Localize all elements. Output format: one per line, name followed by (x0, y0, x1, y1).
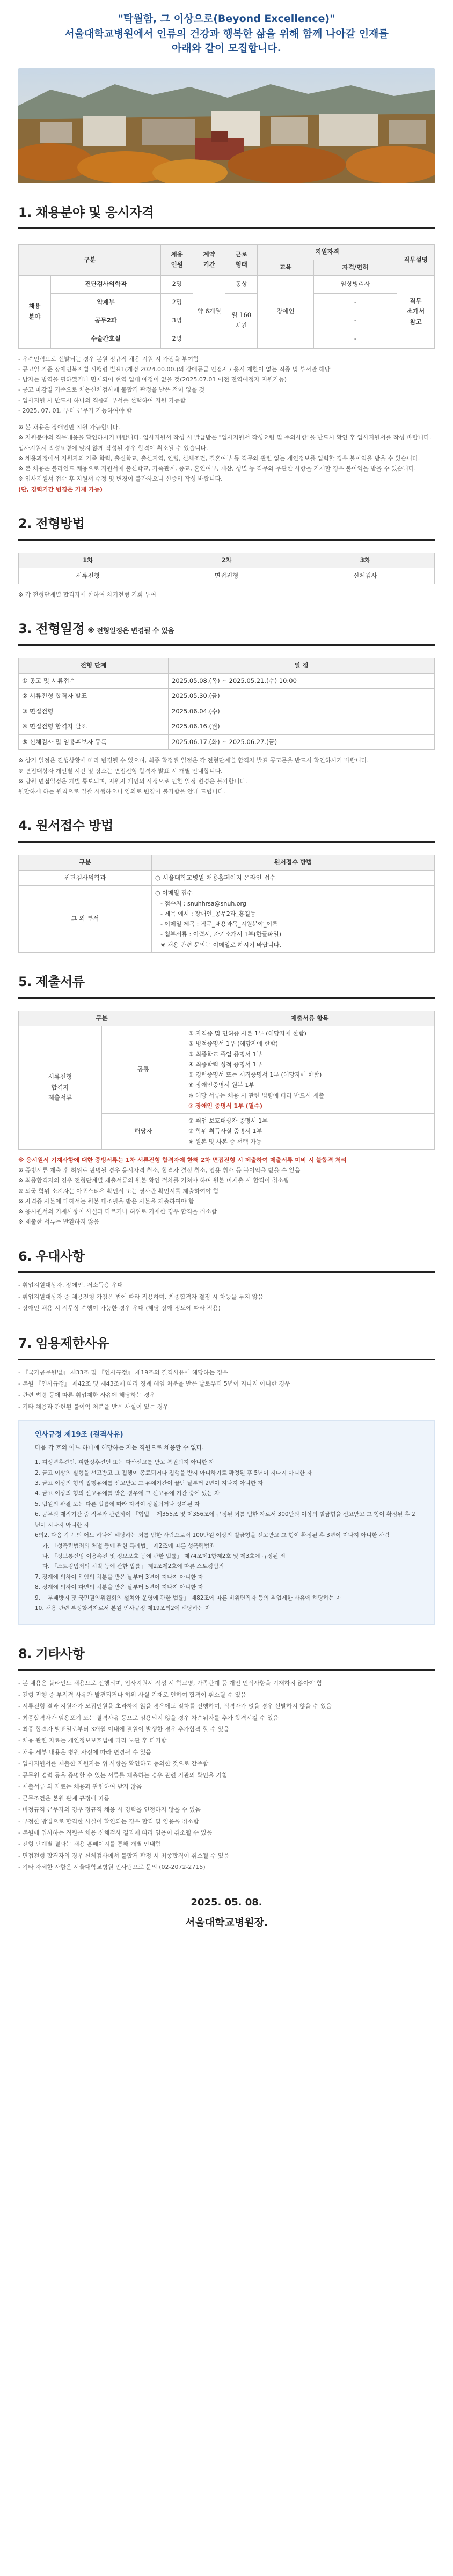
docs-mid-extra: 해당자 (102, 1114, 185, 1150)
rule-item: 나. 「정보통신망 이용촉진 및 정보보호 등에 관한 법률」 제74조제1항제2호 및 제3호에 규정된 죄 (42, 1552, 286, 1559)
section-5-title: 5. 제출서류 (18, 974, 85, 989)
note-line: ※ 상기 일정은 진행상황에 따라 변경될 수 있으며, 최종 확정된 일정은 각 전형단계별 합격자 발표 공고문을 반드시 확인하시기 바랍니다. (18, 757, 369, 764)
hours-value-a: 통상 (225, 275, 258, 293)
docs-table (18, 1011, 435, 1150)
doc-item: ① 취업 보호대상자 증명서 1부 (188, 1117, 268, 1125)
apply-line: - 이메일 제목 : 직무_채용과목_지원분야_이름 (160, 921, 278, 928)
apply-header-gubun: 구분 (19, 855, 152, 871)
section-divider (18, 1669, 435, 1671)
apply-line: ※ 채용 관련 문의는 이메일로 하시기 바랍니다. (160, 941, 281, 948)
schedule-step: ③ 면접전형 (19, 704, 169, 719)
note-line: (단, 경력기간 변경은 기재 가능) (18, 485, 103, 493)
docs-header-gubun: 구분 (19, 1011, 185, 1026)
hero (18, 0, 435, 56)
doc-item: ⑥ 장애인증명서 원본 1부 (188, 1081, 254, 1089)
docs-header-items: 제출서류 항목 (185, 1011, 435, 1026)
note-line: ※ 증빙서류 제출 후 허위로 판명될 경우 응시자격 취소, 합격자 결정 취소, 임용 취소 등 불이익을 받을 수 있음 (18, 1167, 301, 1174)
license-value: - (313, 312, 397, 330)
docs-left: 서류전형 합격자 제출서류 (19, 1026, 102, 1150)
note-line: ※ 자격증 사본에 대해서는 원본 대조필을 받은 사본을 제출하여야 함 (18, 1197, 194, 1205)
docs-common-list (185, 1026, 435, 1114)
note-line: ※ 본 채용은 블라인드 채용으로 지원서에 출신학교, 가족관계, 종교, 혼인여부, 재산, 성별 등 직무와 무관한 사항을 기재할 경우 불이익을 받을 수 있습니다. (18, 465, 417, 473)
apply-method: ○ 서울대학교병원 채용홈페이지 온라인 접수 (152, 870, 435, 886)
etc-item: - 채용 세부 내용은 병원 사정에 따라 변경될 수 있음 (18, 1748, 151, 1756)
section-7-list (18, 1367, 435, 1413)
section-divider (18, 997, 435, 999)
hero-line-3: 아래와 같이 모집합니다. (172, 42, 281, 55)
apply-dept: 진단검사의학과 (19, 870, 152, 886)
note-line: ※ 지원분야의 직무내용을 확인하시기 바랍니다. 입사지원서 작성 시 발급받은 "입사지원서 작성요령 및 주의사항"을 반드시 확인 후 입사지원서를 작성 바랍니다. 입사지원서 작성요령에 맞지 않게 작성된 경우 합격이 취소될 수 있습니다. (18, 434, 432, 452)
section-8-title: 8. 기타사항 (18, 1646, 85, 1662)
schedule-step: ④ 면접전형 합격자 발표 (19, 719, 169, 735)
note-line: ※ 입사지원서 접수 후 지원서 수정 및 변경이 불가하오니 신중히 작성 바랍니다. (18, 475, 223, 483)
schedule-table (18, 658, 435, 750)
th-hours: 근로 형태 (225, 245, 258, 275)
section-4-title: 4. 원서접수 방법 (18, 818, 113, 834)
step-name: 면접전형 (157, 568, 296, 584)
apply-method-list (152, 886, 435, 953)
row-count: 2명 (161, 275, 193, 293)
schedule-header-date: 일 정 (169, 658, 435, 674)
hero-line-1: "탁월함, 그 이상으로(Beyond Excellence)" (118, 13, 335, 25)
step-header: 1차 (19, 553, 157, 568)
note-line: ※ 채용과정에서 지원자의 가족 학력, 출신학교, 출신지역, 연령, 신체조건, 결혼여부 등 직무와 관련 없는 개인정보를 입력할 경우 불이익을 받을 수 있습니다. (18, 454, 420, 462)
rule-box-title: 인사규정 제19조 (결격사유) (35, 1431, 123, 1439)
etc-item: - 면접전형 합격자의 경우 신체검사에서 불합격 판정 시 최종합격이 취소될 수 있음 (18, 1852, 230, 1859)
section-7-title: 7. 임용제한사유 (18, 1335, 109, 1351)
edu-value: 장애인 (258, 275, 314, 348)
rule-item: 가. 「성폭력범죄의 처벌 등에 관한 특례법」 제2조에 따른 성폭력범죄 (42, 1542, 215, 1549)
row-name: 약제부 (51, 293, 161, 312)
etc-item: - 서류전형 결과 지원자가 모집인원을 초과하지 않을 경우에도 절차를 진행하며, 적격자가 없을 경우 선발하지 않을 수 있음 (18, 1703, 332, 1710)
etc-item: - 입사지원서를 제출한 지원자는 위 사항을 확인하고 동의한 것으로 간주함 (18, 1760, 209, 1768)
schedule-date: 2025.06.04.(수) (169, 704, 435, 719)
doc-item: ※ 원본 및 사본 중 선택 가능 (188, 1138, 262, 1145)
rule-box-intro: 다음 각 호의 어느 하나에 해당하는 자는 직원으로 채용할 수 없다. (35, 1444, 204, 1452)
process-table (18, 553, 435, 585)
note-line: ※ 각 전형단계별 합격자에 한하여 차기전형 기회 부여 (18, 591, 156, 599)
footer-date: 2025. 05. 08. (191, 1896, 262, 1908)
etc-item: - 최종합격자가 임용포기 또는 결격사유 등으로 임용되지 않을 경우 차순위자를 추가 합격시킬 수 있음 (18, 1714, 279, 1721)
th-edu: 교육 (258, 260, 314, 275)
restrict-item: - 『국가공무원법』 제33조 및 『인사규정』 제19조의 결격사유에 해당하는 경우 (18, 1368, 228, 1376)
note-line: ※ 응시원서의 기재사항이 사실과 다르거나 허위로 기재한 경우 합격을 취소함 (18, 1208, 217, 1216)
recruit-table (18, 244, 435, 348)
etc-item: - 제출서류 외 자료는 채용과 관련하여 받지 않음 (18, 1783, 142, 1791)
apply-line: ○ 이메일 접수 (155, 889, 193, 897)
footer (18, 1895, 435, 1953)
note-line: ※ 제출한 서류는 반환하지 않음 (18, 1218, 99, 1226)
th-contract: 계약 기간 (193, 245, 225, 275)
section-divider (18, 1359, 435, 1360)
rule-box-items (35, 1458, 418, 1614)
restrict-item: - 관련 법령 등에 따른 취업제한 사유에 해당하는 경우 (18, 1392, 156, 1399)
row-count: 2명 (161, 293, 193, 312)
license-value: 임상병리사 (313, 275, 397, 293)
etc-item: - 전형 단계별 결과는 채용 홈페이지를 통해 개별 안내함 (18, 1841, 161, 1848)
section-8-list (18, 1677, 435, 1873)
th-duty: 직무설명 (397, 245, 435, 275)
row-name: 공무2과 (51, 312, 161, 330)
note-line: ※ 본 채용은 장애인만 지원 가능합니다. (18, 424, 120, 431)
etc-item: - 채용 관련 자료는 개인정보보호법에 따라 보관 후 파기함 (18, 1737, 167, 1745)
rule-item: 3. 금고 이상의 형의 집행유예를 선고받고 그 유예기간이 끝난 날부터 2년이 지나지 아니한 자 (35, 1480, 264, 1486)
doc-item: ④ 최종학력 성적 증명서 1부 (188, 1061, 262, 1068)
section-divider (18, 227, 435, 229)
note-line: ※ 외국 학위 소지자는 아포스티유 확인서 또는 영사관 확인서를 제출하여야 함 (18, 1187, 219, 1195)
note-line: - 우수인력으로 선발되는 경우 본원 정규직 채용 지원 시 가점을 부여함 (18, 355, 199, 363)
rule-item: 9. 「부패방지 및 국민권익위원회의 설치와 운영에 관한 법률」 제82조에 따른 비위면직자 등의 취업제한 사유에 해당하는 자 (35, 1594, 342, 1601)
schedule-date: 2025.05.08.(목) ~ 2025.05.21.(수) 10:00 (169, 673, 435, 689)
row-name: 수술간호실 (51, 330, 161, 348)
license-value: - (313, 330, 397, 348)
etc-item: - 공무원 경력 등을 증명할 수 있는 서류를 제출하는 경우 관련 기관의 확인을 거침 (18, 1771, 228, 1779)
hours-value-b: 월 160 시간 (225, 293, 258, 348)
rule-item: 4. 금고 이상의 형의 선고유예를 받은 경우에 그 선고유예 기간 중에 있는 자 (35, 1490, 220, 1497)
etc-item: - 본 채용은 블라인드 채용으로 진행되며, 입사지원서 작성 시 학교명, 가족관계 등 개인 인적사항을 기재하지 않아야 함 (18, 1680, 323, 1687)
pref-item: - 취업지원대상자 중 채용전형 가점은 법에 따라 적용하며, 최종합격자 결정 시 차등을 두지 않음 (18, 1293, 264, 1300)
schedule-header-step: 전형 단계 (19, 658, 169, 674)
contract-value: 약 6개월 (193, 275, 225, 348)
schedule-date: 2025.05.30.(금) (169, 689, 435, 704)
hero-line-2: 서울대학교병원에서 인류의 건강과 행복한 삶을 위해 함께 나아갈 인재를 (64, 27, 389, 40)
step-name: 서류전형 (19, 568, 157, 584)
section-3-title (18, 618, 435, 640)
pref-item: - 취업지원대상자, 장애인, 저소득층 우대 (18, 1282, 123, 1289)
section-2-title: 2. 전형방법 (18, 516, 85, 531)
section-2-notes (18, 590, 435, 600)
schedule-step: ② 서류전형 합격자 발표 (19, 689, 169, 704)
note-line: - 공고 마감일 기준으로 채용신체검사에 불합격 판정을 받은 적이 없을 것 (18, 386, 205, 394)
note-line: - 남자는 병역을 필하였거나 면제되어 현역 입대 예정이 없을 것(2025.07.01 이전 전역예정자 지원가능) (18, 376, 287, 384)
th-gubun: 구분 (19, 245, 161, 275)
note-line: 원만하게 하는 원칙으로 일괄 시행하오니 임의로 변경이 불가함을 안내 드립니다. (18, 788, 225, 796)
note-line: - 입사지원 시 반드시 하나의 직종과 부서를 선택하여 지원 가능함 (18, 396, 186, 404)
footer-org: 서울대학교병원장. (185, 1917, 268, 1929)
field-label: 채용 분야 (19, 275, 51, 348)
schedule-step: ① 공고 및 서류접수 (19, 673, 169, 689)
etc-item: - 최종 합격자 발표일로부터 3개월 이내에 결원이 발생한 경우 추가합격 할 수 있음 (18, 1726, 229, 1733)
rule-item: 1. 피성년후견인, 피한정후견인 또는 파산선고를 받고 복권되지 아니한 자 (35, 1459, 215, 1466)
etc-item: - 본원에 입사하는 직원은 채용 신체검사 결과에 따라 임용이 취소될 수 있음 (18, 1829, 213, 1836)
apply-dept: 그 외 부서 (19, 886, 152, 953)
section-6-list (18, 1279, 435, 1314)
apply-line: - 제목 예시 : 장애인_공무2과_홍길동 (160, 910, 256, 917)
section-3-subtitle: ※ 전형일정은 변경될 수 있음 (87, 627, 174, 636)
section-3-notes (18, 755, 435, 797)
step-header: 3차 (296, 553, 434, 568)
schedule-step: ⑤ 신체검사 및 임용후보자 등록 (19, 734, 169, 750)
section-1-title: 1. 채용분야 및 응시자격 (18, 204, 154, 220)
th-qual: 지원자격 (258, 245, 397, 260)
th-count: 채용 인원 (161, 245, 193, 275)
schedule-date: 2025.06.17.(화) ~ 2025.06.27.(금) (169, 734, 435, 750)
docs-mid-common: 공통 (102, 1026, 185, 1114)
note-line: ※ 면접대상자 개인별 시간 및 장소는 면접전형 합격자 발표 시 개별 안내합니다. (18, 767, 223, 775)
pref-item: - 장애인 채용 시 직무상 수행이 가능한 경우 우대 (해당 장애 정도에 따라 적용) (18, 1305, 221, 1312)
hospital-aerial-photo (18, 68, 435, 183)
etc-item: - 부정한 방법으로 합격한 사실이 확인되는 경우 합격 및 임용을 취소함 (18, 1817, 199, 1825)
apply-header-method: 원서접수 방법 (152, 855, 435, 871)
license-value: - (313, 293, 397, 312)
section-5-notes (18, 1155, 435, 1227)
section-divider (18, 644, 435, 646)
doc-item: ※ 해당 서류는 채용 시 관련 법령에 따라 반드시 제출 (188, 1092, 325, 1099)
rule-item: 다. 「스토킹범죄의 처벌 등에 관한 법률」 제2조제2호에 따른 스토킹범죄 (42, 1563, 224, 1570)
row-count: 3명 (161, 312, 193, 330)
etc-item: - 비정규직 근무자의 경우 정규직 채용 시 경력을 인정하지 않을 수 있음 (18, 1806, 201, 1814)
doc-item: ⑤ 경력증명서 또는 재직증명서 1부 (해당자에 한함) (188, 1071, 322, 1079)
row-name: 진단검사의학과 (51, 275, 161, 293)
step-name: 신체검사 (296, 568, 434, 584)
section-divider (18, 539, 435, 541)
etc-item: - 기타 자세한 사항은 서울대학교병원 인사팀으로 문의 (02-2072-2715) (18, 1864, 206, 1871)
section-divider (18, 1271, 435, 1273)
etc-item: - 전형 진행 중 부적격 사유가 발견되거나 허위 사실 기재로 인하여 합격이 취소될 수 있음 (18, 1691, 246, 1698)
row-count: 2명 (161, 330, 193, 348)
rule-item: 6의2. 다음 각 목의 어느 하나에 해당하는 죄를 범한 사람으로서 100만원 이상의 벌금형을 선고받고 그 형이 확정된 후 3년이 지나지 아니한 사람 (35, 1532, 390, 1539)
apply-table (18, 855, 435, 953)
docs-extra-list (185, 1114, 435, 1150)
note-line: - 2025. 07. 01. 부터 근무가 가능하여야 함 (18, 407, 132, 414)
section-divider (18, 841, 435, 843)
apply-line: - 접수처 : snuhhrsa@snuh.org (160, 900, 246, 907)
doc-item: ① 자격증 및 면허증 사본 1부 (해당자에 한함) (188, 1030, 306, 1037)
note-line: ※ 최종합격자의 경우 전형단계별 제출서류의 원본 확인 절차를 거쳐야 하며 원본 미제출 시 합격이 취소됨 (18, 1177, 289, 1184)
restrict-item: - 기타 채용과 관련된 불이익 처분을 받은 사실이 있는 경우 (18, 1403, 169, 1410)
etc-item: - 근무조건은 본원 관계 규정에 따름 (18, 1794, 110, 1802)
doc-item: ② 병적증명서 1부 (해당자에 한함) (188, 1040, 278, 1048)
duty-value: 직무 소개서 참고 (397, 275, 435, 348)
rule-item: 5. 법원의 판결 또는 다른 법률에 따라 자격이 상실되거나 정지된 자 (35, 1500, 200, 1507)
rule-item: 2. 금고 이상의 실형을 선고받고 그 집행이 종료되거나 집행을 받지 아니하기로 확정된 후 5년이 지나지 아니한 자 (35, 1469, 312, 1476)
doc-item: ⑦ 장애인 증명서 1부 (필수) (188, 1102, 262, 1109)
th-license: 자격/면허 (313, 260, 397, 275)
restrict-item: - 본원 『인사규정』 제42조 및 제43조에 따라 징계 해임 처분을 받은 날로부터 5년이 지나지 아니한 경우 (18, 1380, 290, 1388)
note-line: ※ 당원 면접일정은 개별 통보되며, 지원자 개인의 사정으로 인한 일정 변경은 불가합니다. (18, 777, 247, 785)
rule-box (18, 1420, 435, 1625)
note-line: ※ 응시원서 기재사항에 대한 증빙서류는 1차 서류전형 합격자에 한해 2차 면접전형 시 제출하여 제출서류 미비 시 불합격 처리 (18, 1156, 347, 1164)
rule-item: 10. 채용 관련 부정합격자로서 본원 인사규정 제19조의2에 해당하는 자 (35, 1605, 211, 1612)
doc-item: ③ 최종학교 졸업 증명서 1부 (188, 1050, 262, 1058)
note-line: - 공고일 기준 장애인복지법 시행령 별표1(개정 2024.00.00.)의 장애등급 인정자 / 응시 제한이 없는 직종 및 부서만 해당 (18, 365, 331, 373)
section-3-title-text: 3. 전형일정 (18, 621, 85, 637)
schedule-date: 2025.06.16.(월) (169, 719, 435, 735)
rule-item: 8. 징계에 의하여 파면의 처분을 받은 날부터 5년이 지나지 아니한 자 (35, 1584, 203, 1591)
doc-item: ② 학위 취득사실 증명서 1부 (188, 1128, 262, 1135)
apply-line: - 첨부서류 : 이력서, 자기소개서 1부(한글파일) (160, 931, 281, 938)
step-header: 2차 (157, 553, 296, 568)
section-6-title: 6. 우대사항 (18, 1248, 85, 1264)
rule-item: 7. 징계에 의하여 해임의 처분을 받은 날부터 3년이 지나지 아니한 자 (35, 1573, 203, 1580)
rule-item: 6. 공무원 재직기간 중 직무와 관련하여 「형법」 제355조 및 제356조에 규정된 죄를 범한 자로서 300만원 이상의 벌금형을 선고받고 그 형이 확정된 후 2년이 지나지 아니한 자 (35, 1511, 415, 1528)
section-1-notes (18, 354, 435, 495)
